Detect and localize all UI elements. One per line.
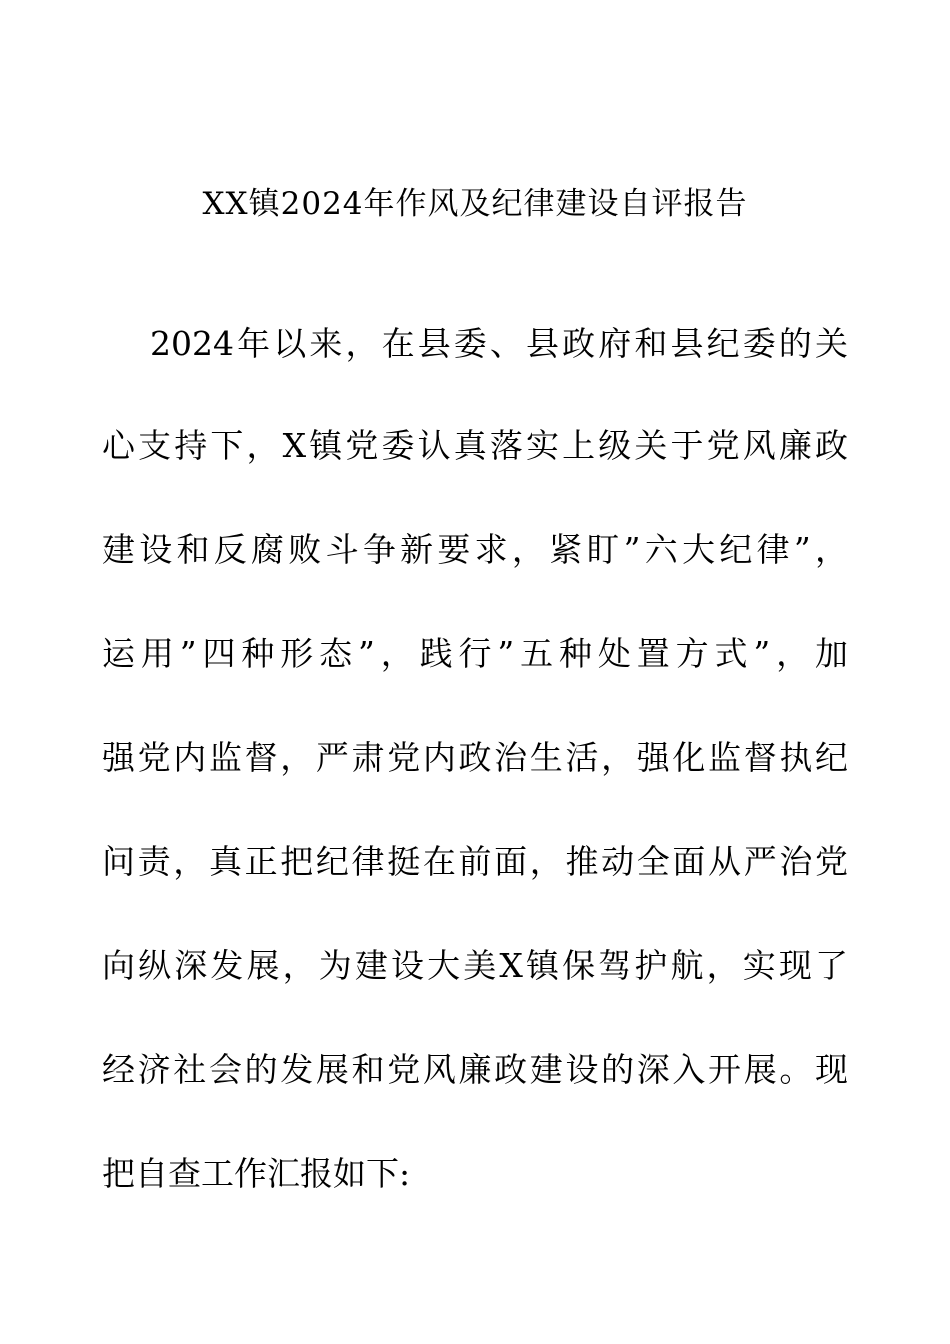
paragraph-line-2: 心支持下，X镇党委认真落实上级关于党风廉政 <box>102 426 848 465</box>
paragraph-line-4: 运用”四种形态”，践行”五种处置方式”，加 <box>102 634 848 673</box>
paragraph-line-5: 强党内监督，严肃党内政治生活，强化监督执纪 <box>102 738 848 777</box>
document-title: XX镇2024年作风及纪律建设自评报告 <box>202 186 748 222</box>
paragraph-line-6: 问责，真正把纪律挺在前面，推动全面从严治党 <box>102 842 848 881</box>
paragraph-line-8: 经济社会的发展和党风廉政建设的深入开展。现 <box>102 1050 848 1089</box>
paragraph-line-9: 把自查工作汇报如下: <box>102 1154 411 1193</box>
paragraph-line-1: 2024年以来，在县委、县政府和县纪委的关 <box>150 324 848 363</box>
paragraph-line-7: 向纵深发展，为建设大美X镇保驾护航，实现了 <box>102 946 848 985</box>
paragraph-line-3: 建设和反腐败斗争新要求，紧盯”六大纪律”， <box>102 530 848 569</box>
